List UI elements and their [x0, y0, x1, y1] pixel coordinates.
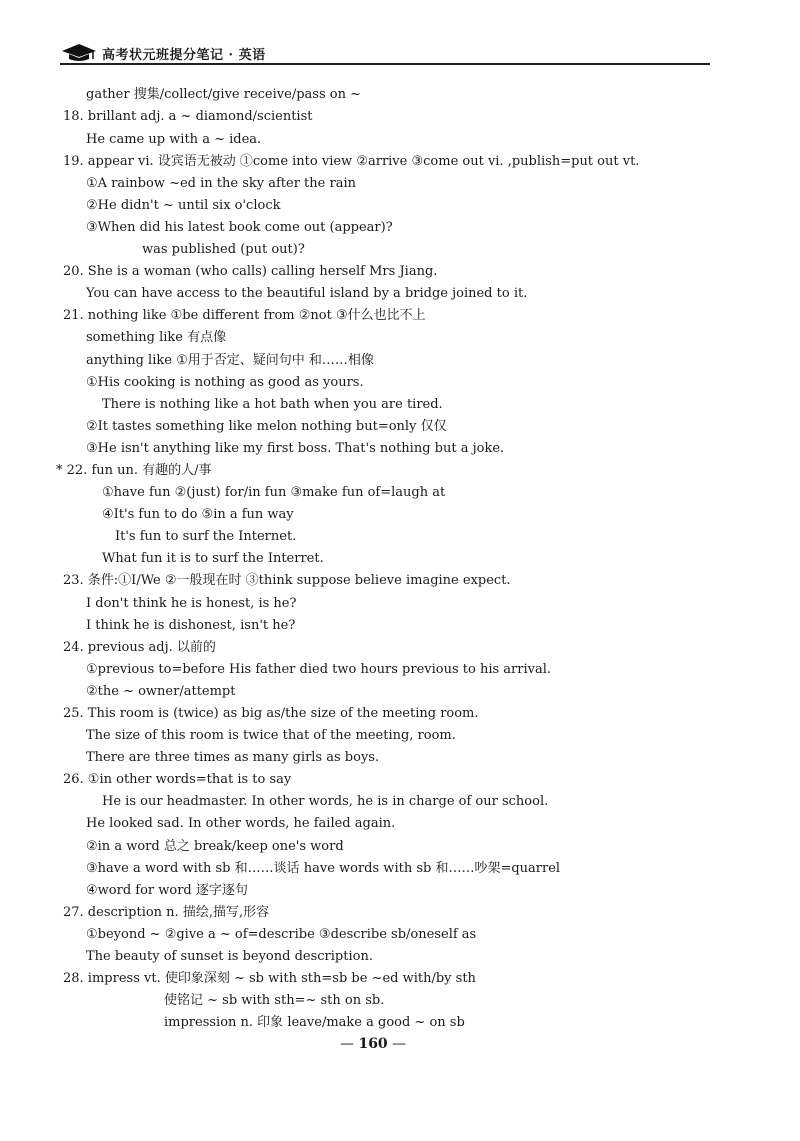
entry-20-line: 20. She is a woman (who calls) calling herself Mrs Jiang. [63, 264, 438, 279]
line: ①have fun ②(just) for/in fun ③make fun of=laugh at [102, 485, 446, 500]
entry-27-line: 27. description n. 描绘,描写,形容 [63, 905, 270, 920]
line: ③When did his latest book come out (appear)? [86, 220, 393, 235]
page-number: — 160 — [340, 1036, 406, 1052]
line: ①His cooking is nothing as good as yours. [86, 375, 364, 390]
line: He looked sad. In other words, he failed again. [86, 816, 396, 831]
line: anything like ①用于否定、疑问句中 和……相像 [86, 353, 374, 368]
line: 使铭记 ~ sb with sth=~ sth on sb. [164, 993, 385, 1008]
line: ②in a word 总之 break/keep one's word [86, 839, 344, 854]
entry-19-line: 19. appear vi. 设宾语无被动 ①come into view ②arrive ③come out vi. ,publish=put out vt. [63, 154, 640, 169]
entry-23-line: 23. 条件:①I/We ②一般现在时 ③think suppose believe imagine expect. [63, 573, 511, 588]
line: He came up with a ~ idea. [86, 132, 262, 147]
header-title: 高考状元班提分笔记 · 英语 [102, 48, 266, 63]
line: What fun it is to surf the Interret. [102, 551, 324, 566]
entry-18-line: 18. brillant adj. a ~ diamond/scientist [63, 109, 313, 124]
line: ③He isn't anything like my first boss. That's nothing but a joke. [86, 441, 505, 456]
line: impression n. 印象 leave/make a good ~ on sb [164, 1015, 465, 1030]
entry-25-line: 25. This room is (twice) as big as/the size of the meeting room. [63, 706, 479, 721]
line: ④word for word 逐字逐句 [86, 883, 248, 898]
entry-28-line: 28. impress vt. 使印象深刻 ~ sb with sth=sb be ~ed with/by sth [63, 971, 476, 986]
line: gather 搜集/collect/give receive/pass on ~ [86, 87, 361, 102]
entry-21-line: 21. nothing like ①be different from ②not ③什么也比不上 [63, 308, 426, 323]
entry-22-line: * 22. fun un. 有趣的人/事 [56, 463, 212, 478]
line: He is our headmaster. In other words, he is in charge of our school. [102, 794, 549, 809]
line: ①A rainbow ~ed in the sky after the rain [86, 176, 356, 191]
line: The size of this room is twice that of the meeting, room. [86, 728, 456, 743]
line: ③have a word with sb 和……谈话 have words with sb 和……吵架=quarrel [86, 861, 561, 876]
line: ②the ~ owner/attempt [86, 684, 236, 699]
line: ①beyond ~ ②give a ~ of=describe ③describe sb/oneself as [86, 927, 477, 942]
line: There are three times as many girls as boys. [86, 750, 380, 765]
line: I think he is dishonest, isn't he? [86, 618, 296, 633]
entry-26-line: 26. ①in other words=that is to say [63, 772, 292, 787]
line: ④It's fun to do ⑤in a fun way [102, 507, 294, 522]
line: ②It tastes something like melon nothing but=only 仅仅 [86, 419, 447, 434]
line: ①previous to=before His father died two hours previous to his arrival. [86, 662, 552, 677]
line: It's fun to surf the Internet. [115, 529, 297, 544]
line: The beauty of sunset is beyond description. [86, 949, 373, 964]
line: ②He didn't ~ until six o'clock [86, 198, 281, 213]
line: I don't think he is honest, is he? [86, 596, 297, 611]
line: You can have access to the beautiful island by a bridge joined to it. [86, 286, 528, 301]
line: was published (put out)? [142, 242, 305, 257]
line: There is nothing like a hot bath when you are tired. [102, 397, 443, 412]
line: something like 有点像 [86, 330, 227, 345]
entry-24-line: 24. previous adj. 以前的 [63, 640, 216, 655]
